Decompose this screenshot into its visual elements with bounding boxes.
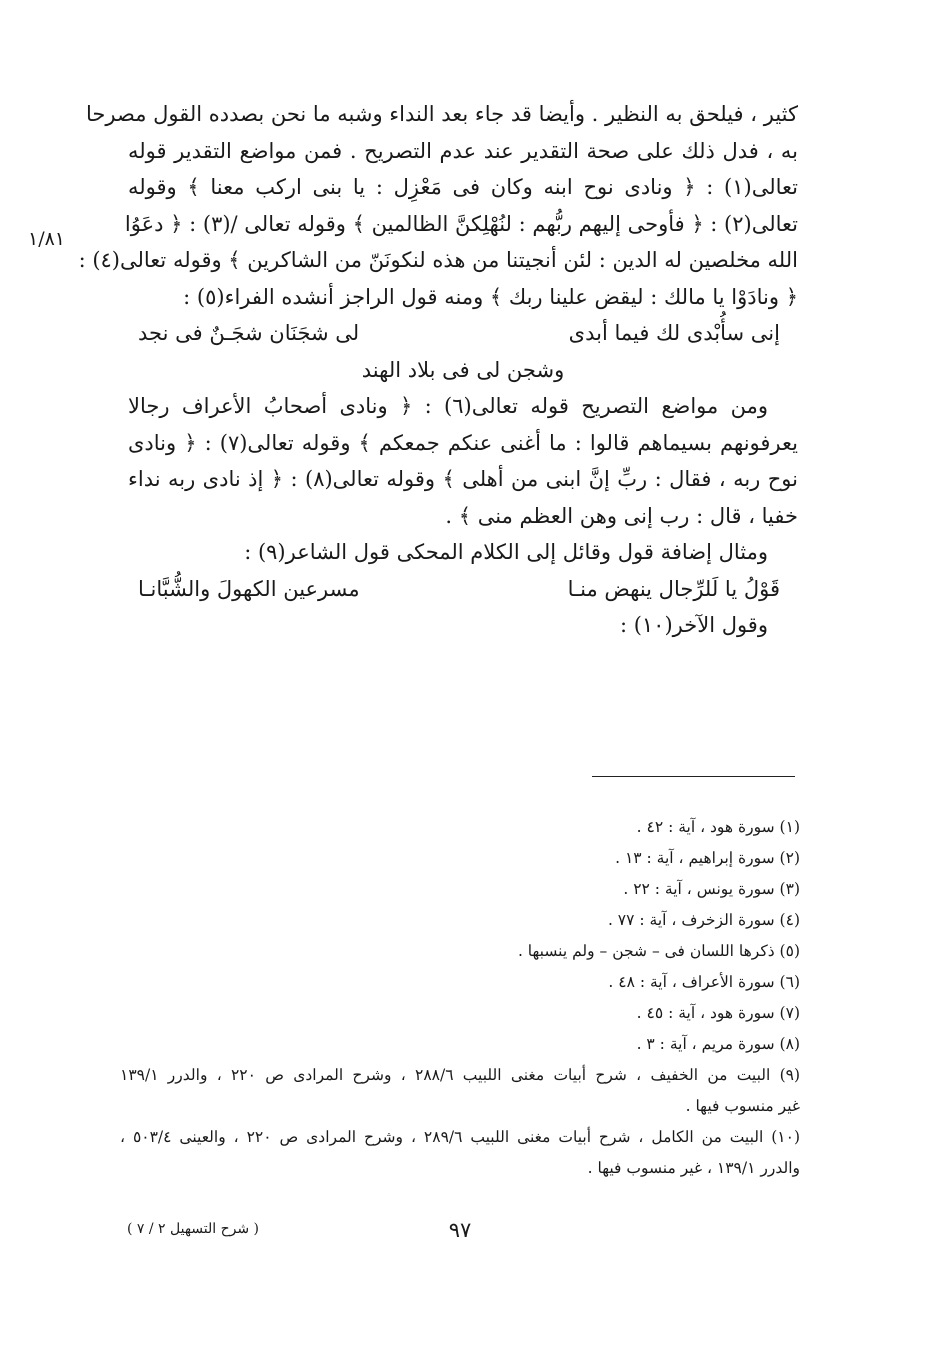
body-line-6: ﴿ ونادَوْا يا مالك : ليقض علينا ربك ﴾ ومنه قول الراجز أنشده الفراء(٥) : [183,284,798,309]
paragraph-2 [128,388,798,571]
body-line-1: كثير ، فيلحق به النظير . وأيضا قد جاء بعد النداء وشبه ما نحن بصدده القول مصرحا [86,102,798,126]
body-line-b-4: خفيا ، قال : رب إنى وهن العظم منى ﴾ . [445,503,798,528]
closing-line: وقول الآخر(١٠) : [619,613,768,637]
body-line-b-3: نوح ربه ، فقال : ربِّ إنَّ ابنى من أهلى ﴾ وقوله تعالى(٨) : ﴿ إذ نادى ربه نداء [128,467,799,491]
body-line-b-2: يعرفونهم بسيماهم قالوا : ما أغنى عنكم جمعكم ﴾ وقوله تعالى(٧) : ﴿ ونادى [128,430,798,455]
footnote-10: غير منسوب فيها . [685,1097,800,1115]
verse-1-hemistich-2: لى شجَنَان شجَـنٌ فى نجد [138,321,360,345]
footnote-11: (١٠) البيت من الكامل ، شرح أبيات مغنى اللبيب ٢٨٩/٦ ، وشرح المرادى ص ٢٢٠ ، والعينى ٥٠٣/٤ ، [120,1128,800,1146]
footnote-5: (٥) ذكرها اللسان فى – شجن – ولم ينسبها . [517,942,800,960]
margin-reference: ١/٨١ [28,228,66,250]
main-text [78,96,799,644]
body-line-4: تعالى(٢) : ﴿ فأوحى إليهم ربُّهم : لنُهْلِكنَّ الظالمين ﴾ وقوله تعالى /(٣) : ﴿ دعَوُا [124,211,798,236]
verse-2-hemistich-2: مسرعين الكهولَ والشُّبَّانـا [138,576,360,601]
body-line-b-5: ومثال إضافة قول وقائل إلى الكلام المحكى قول الشاعر(٩) : [244,540,768,564]
verse-2 [128,571,798,608]
footnote-separator [592,776,795,777]
body-line-3: تعالى(١) : ﴿ ونادى نوح ابنه وكان فى مَعْزِل : يا بنى اركب معنا ﴾ وقوله [128,175,798,199]
verse-1 [128,315,798,352]
page-number: ٩٧ [448,1218,472,1242]
verse-1-continuation: وشجن لى فى بلاد الهند [361,357,565,382]
footnote-2: (٢) سورة إبراهيم ، آية : ١٣ . [615,849,800,867]
footnote-1: (١) سورة هود ، آية : ٤٢ . [636,818,800,836]
footnote-3: (٣) سورة يونس ، آية : ٢٢ . [623,880,800,898]
verse-1-hemistich-1: إنى سأُبْدى لك فيما أبدى [568,321,780,345]
body-line-2: به ، فدل ذلك على صحة التقدير عند عدم التصريح . فمن مواضع التقدير قوله [128,138,798,163]
paragraph-1 [78,96,798,315]
footnote-8: (٨) سورة مريم ، آية : ٣ . [636,1035,800,1053]
body-line-b-1: ومن مواضع التصريح قوله تعالى(٦) : ﴿ ونادى أصحابُ الأعراف رجالا [128,394,768,418]
footnote-6: (٦) سورة الأعراف ، آية : ٤٨ . [608,973,800,991]
body-line-5: الله مخلصين له الدين : لئن أنجيتنا من هذه لنكونَنّ من الشاكرين ﴾ وقوله تعالى(٤) : [78,248,798,272]
footnote-7: (٧) سورة هود ، آية : ٤٥ . [636,1004,800,1022]
footnote-4: (٤) سورة الزخرف ، آية : ٧٧ . [607,911,800,929]
footnotes [120,812,800,1184]
footnote-12: والدرر ١٣٩/١ ، غير منسوب فيها . [587,1159,800,1177]
verse-2-hemistich-1: قَوْلُ يا لَلرِّجال ينهض منـا [567,576,780,601]
printer-signature: ( شرح التسهيل ٢ / ٧ ) [126,1221,260,1237]
footnote-9: (٩) البيت من الخفيف ، شرح أبيات مغنى اللبيب ٢٨٨/٦ ، وشرح المرادى ص ٢٢٠ ، والدرر ١٣٩/١ [120,1066,801,1084]
